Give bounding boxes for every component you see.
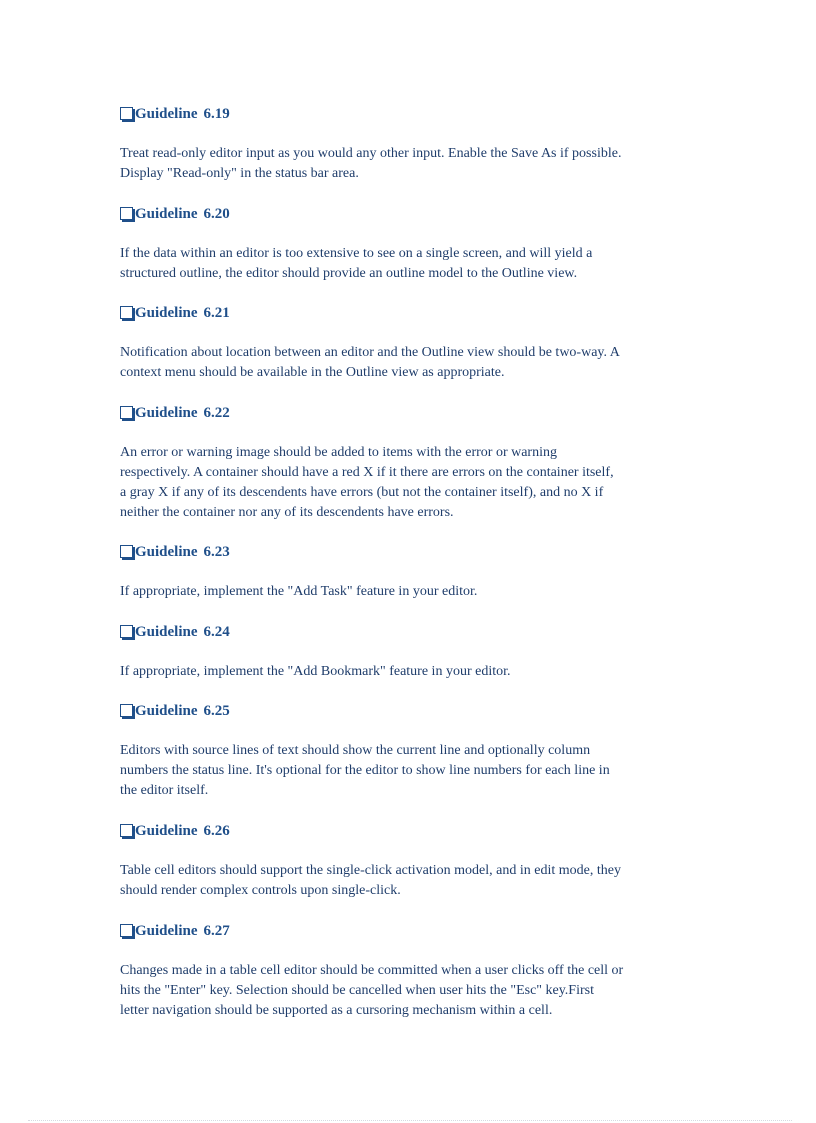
checkbox-icon [120,824,133,837]
guideline-label: Guideline [135,305,198,321]
guideline-number: 6.27 [203,923,230,939]
guideline-6-27 [120,922,710,1021]
body-line: letter navigation should be supported as a cursoring mechanism within a cell. [120,1003,553,1018]
guideline-label: Guideline [135,703,198,719]
guideline-body [120,961,710,1021]
guideline-number: 6.22 [203,405,230,421]
guideline-number: 6.24 [203,624,230,640]
guideline-heading [120,623,710,641]
body-line: Editors with source lines of text should show the current line and optionally column [120,743,591,758]
guideline-6-25 [120,702,710,801]
checkbox-icon [120,306,133,319]
guideline-6-19 [120,105,710,184]
body-line: Changes made in a table cell editor should be committed when a user clicks off the cell or [120,963,624,978]
guideline-6-20 [120,205,710,284]
guideline-number: 6.21 [203,305,230,321]
checkbox-icon [120,406,133,419]
body-line: Treat read-only editor input as you would any other input. Enable the Save As if possible. [120,146,622,161]
guideline-label: Guideline [135,206,198,222]
guideline-heading [120,543,710,561]
body-line: numbers the status line. It's optional for the editor to show line numbers for each line in [120,763,610,778]
checkbox-icon [120,924,133,937]
guideline-heading [120,822,710,840]
guideline-6-22 [120,404,710,523]
body-line: respectively. A container should have a red X if it there are errors on the container itself, [120,465,614,480]
guideline-heading [120,105,710,123]
checkbox-icon [120,545,133,558]
guideline-label: Guideline [135,624,198,640]
guideline-body [120,582,710,602]
body-line: a gray X if any of its descendents have errors (but not the container itself), and no X if [120,485,604,500]
guideline-number: 6.20 [203,206,230,222]
guideline-6-26 [120,822,710,901]
page-bottom-rule [28,1120,792,1121]
body-line: Display "Read-only" in the status bar area. [120,166,359,181]
guideline-label: Guideline [135,405,198,421]
guideline-6-21 [120,304,710,383]
guideline-body [120,244,710,284]
body-line: If appropriate, implement the "Add Bookmark" feature in your editor. [120,664,511,679]
checkbox-icon [120,704,133,717]
guideline-number: 6.19 [203,106,230,122]
body-line: should render complex controls upon single-click. [120,883,401,898]
guideline-label: Guideline [135,823,198,839]
guideline-label: Guideline [135,106,198,122]
guideline-body [120,662,710,682]
body-line: the editor itself. [120,783,209,798]
guideline-heading [120,205,710,223]
body-line: If the data within an editor is too extensive to see on a single screen, and will yield a [120,246,593,261]
guideline-number: 6.25 [203,703,230,719]
guideline-body [120,741,710,801]
guideline-body [120,144,710,184]
guideline-6-24 [120,623,710,682]
guideline-heading [120,922,710,940]
guideline-heading [120,404,710,422]
body-line: Table cell editors should support the single-click activation model, and in edit mode, they [120,863,621,878]
guideline-heading [120,702,710,720]
guideline-number: 6.26 [203,823,230,839]
body-line: hits the "Enter" key. Selection should be cancelled when user hits the "Esc" key.First [120,983,594,998]
guideline-heading [120,304,710,322]
checkbox-icon [120,207,133,220]
guideline-label: Guideline [135,923,198,939]
guideline-body [120,343,710,383]
body-line: structured outline, the editor should provide an outline model to the Outline view. [120,266,578,281]
guideline-body [120,443,710,523]
checkbox-icon [120,625,133,638]
body-line: context menu should be available in the Outline view as appropriate. [120,365,505,380]
body-line: Notification about location between an editor and the Outline view should be two-way. A [120,345,620,360]
body-line: An error or warning image should be added to items with the error or warning [120,445,557,460]
body-line: If appropriate, implement the "Add Task" feature in your editor. [120,584,478,599]
guideline-number: 6.23 [203,544,230,560]
guideline-6-23 [120,543,710,602]
body-line: neither the container nor any of its descendents have errors. [120,505,454,520]
guideline-label: Guideline [135,544,198,560]
guideline-body [120,861,710,901]
checkbox-icon [120,107,133,120]
